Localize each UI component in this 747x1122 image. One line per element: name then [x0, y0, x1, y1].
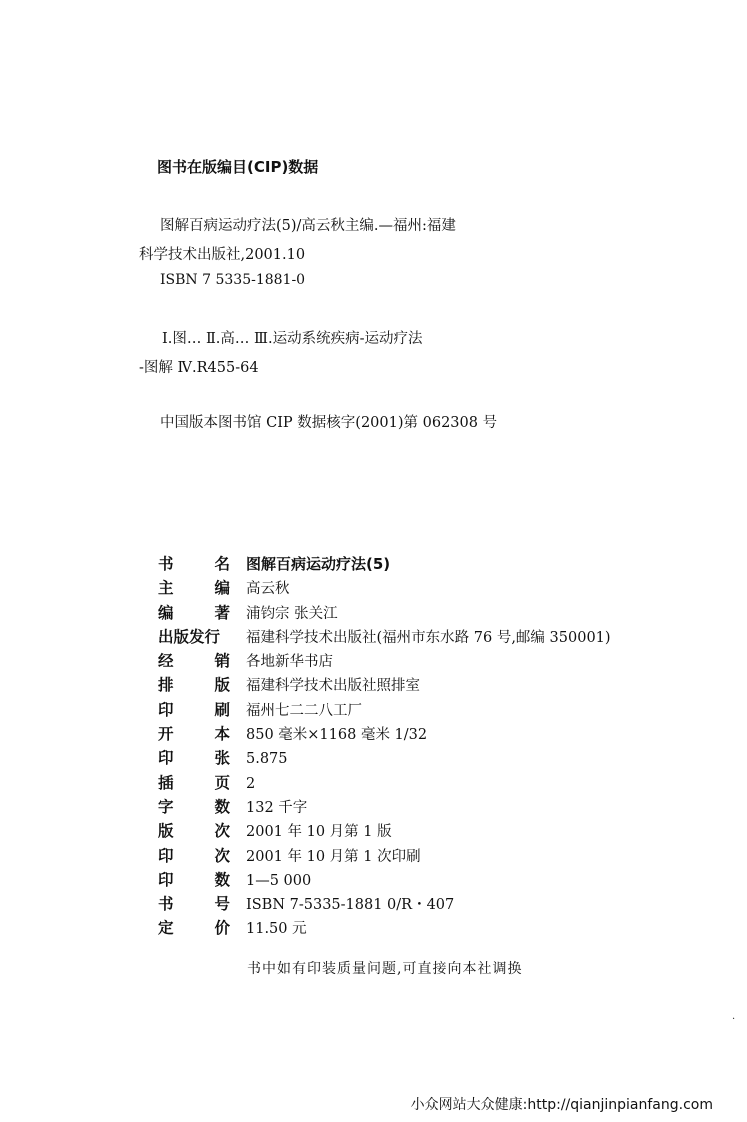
info-label-char: 销	[214, 652, 230, 671]
cip-title-line: 图解百病运动疗法(5)/高云秋主编.—福州:福建	[160, 218, 456, 234]
info-value: 1—5 000	[246, 872, 312, 889]
info-label-char: 编	[214, 579, 230, 598]
info-row	[158, 552, 611, 576]
info-label-char: 号	[214, 895, 230, 914]
info-label-char: 主	[158, 579, 174, 598]
info-value: 福州七二二八工厂	[246, 702, 362, 719]
info-row	[158, 722, 611, 746]
info-label	[158, 795, 230, 817]
info-label	[158, 625, 230, 647]
info-label-char: 名	[214, 555, 230, 573]
info-label-char: 开	[158, 725, 174, 744]
info-label-char: 印	[158, 870, 174, 889]
info-label-char: 数	[214, 870, 230, 889]
source-footer: 小众网站大众健康:http://qianjinpianfang.com	[410, 1097, 713, 1113]
info-label-char: 次	[214, 846, 230, 865]
info-label-char: 经	[158, 652, 174, 671]
info-row	[158, 916, 611, 940]
info-label-char: 印	[158, 846, 174, 865]
info-value: 福建科学技术出版社照排室	[246, 678, 420, 695]
info-label-char: 定	[158, 919, 174, 938]
info-row	[158, 844, 611, 868]
info-row	[158, 868, 611, 892]
info-label-char: 本	[214, 725, 230, 744]
info-label	[158, 649, 230, 671]
info-label-char: 插	[158, 773, 174, 792]
info-label-char: 数	[214, 797, 230, 816]
info-row	[158, 673, 611, 697]
info-value: 850 毫米×1168 毫米 1/32	[246, 727, 428, 744]
cip-heading: 图书在版编目(CIP)数据	[157, 158, 319, 176]
info-label-char: 刷	[214, 700, 230, 719]
info-value: 图解百病运动疗法(5)	[246, 555, 391, 573]
info-label-char: 排	[158, 676, 174, 695]
info-value: 各地新华书店	[246, 654, 333, 671]
info-label	[158, 576, 230, 598]
info-value: 132 千字	[246, 799, 308, 816]
cip-subject-line: Ⅰ.图… Ⅱ.高… Ⅲ.运动系统疾病-运动疗法	[162, 331, 423, 347]
info-label	[158, 892, 230, 914]
cip-record-number: 中国版本图书馆 CIP 数据核字(2001)第 062308 号	[160, 415, 498, 431]
info-label-char: 著	[214, 603, 230, 622]
info-label-char: 印	[158, 700, 174, 719]
info-label	[158, 916, 230, 938]
info-row	[158, 892, 611, 916]
info-label-char: 次	[214, 822, 230, 841]
info-label-char: 价	[214, 919, 230, 938]
info-value: 5.875	[246, 751, 288, 768]
info-row	[158, 819, 611, 843]
info-value: 高云秋	[246, 581, 290, 598]
info-label	[158, 819, 230, 841]
info-label-char: 书	[158, 555, 174, 573]
info-label-char: 编	[158, 603, 174, 622]
edge-mark: ·	[732, 1014, 736, 1025]
info-label	[158, 771, 230, 793]
info-value: 福建科学技术出版社(福州市东水路 76 号,邮编 350001)	[246, 629, 611, 646]
info-row	[158, 601, 611, 625]
quality-notice: 书中如有印装质量问题,可直接向本社调换	[247, 961, 523, 977]
info-row	[158, 795, 611, 819]
book-info-table	[158, 552, 611, 941]
info-value: 11.50 元	[246, 921, 307, 938]
info-value: 2001 年 10 月第 1 版	[246, 824, 392, 841]
info-label	[158, 844, 230, 866]
info-value: ISBN 7-5335-1881 0/R・407	[246, 897, 455, 914]
info-label	[158, 722, 230, 744]
info-value: 2001 年 10 月第 1 次印刷	[246, 848, 421, 865]
info-label-char: 版	[158, 822, 174, 841]
cip-subject-line-cont: -图解 Ⅳ.R455-64	[139, 360, 259, 376]
info-value: 2	[246, 775, 256, 792]
info-label	[158, 746, 230, 768]
info-value: 浦钧宗 张关江	[246, 605, 338, 622]
info-label	[158, 698, 230, 720]
info-row	[158, 746, 611, 770]
info-row	[158, 698, 611, 722]
cip-isbn-line: ISBN 7 5335-1881-0	[160, 272, 306, 288]
cip-publisher-line: 科学技术出版社,2001.10	[139, 247, 306, 263]
info-label	[158, 673, 230, 695]
info-label-char: 书	[158, 895, 174, 914]
info-label-char: 字	[158, 797, 174, 816]
info-label	[158, 868, 230, 890]
info-label-char: 版	[214, 676, 230, 695]
info-row	[158, 649, 611, 673]
info-row	[158, 625, 611, 649]
info-row	[158, 576, 611, 600]
info-label-char: 印	[158, 749, 174, 768]
info-label-char: 出版发行	[158, 627, 221, 646]
info-label-char: 页	[214, 773, 230, 792]
info-label	[158, 552, 230, 574]
info-label	[158, 601, 230, 623]
info-label-char: 张	[214, 749, 230, 768]
info-row	[158, 771, 611, 795]
